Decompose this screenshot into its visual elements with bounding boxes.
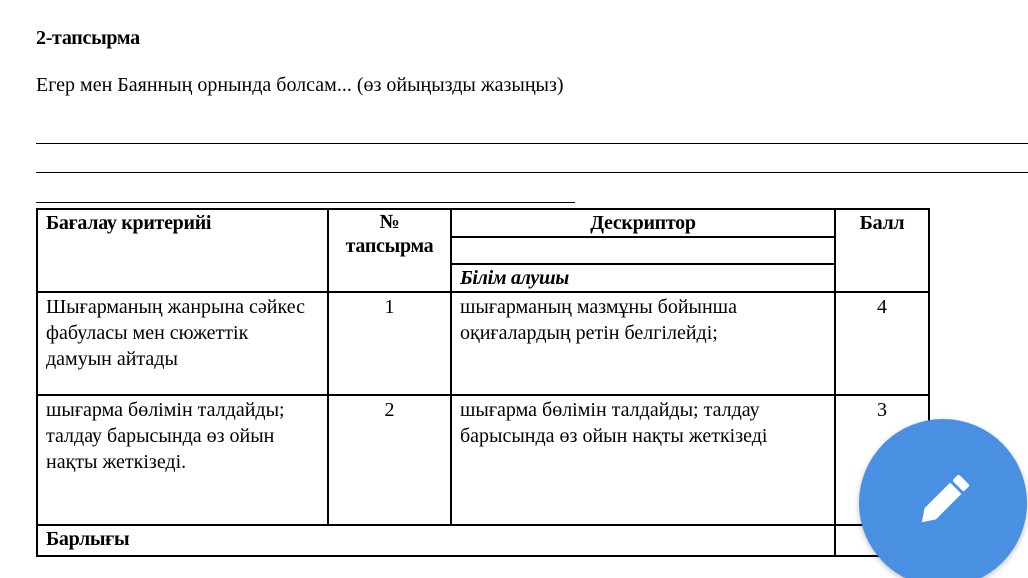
total-row: [37, 525, 929, 556]
answer-line: [36, 143, 1028, 144]
answer-line: [36, 172, 1028, 173]
table-row: [37, 395, 929, 525]
table-row: [37, 292, 929, 395]
header-learner: Білім алушы: [451, 264, 835, 292]
answer-line: [36, 202, 575, 203]
row-descriptor: шығарманың мазмұны бойынша оқиғалардың ретін белгілейді;: [451, 292, 835, 395]
header-criteria: Бағалау критерийі: [37, 209, 328, 292]
row-score: 4: [835, 292, 929, 395]
pencil-icon: [911, 469, 975, 533]
header-score: Балл: [835, 209, 929, 292]
edit-button[interactable]: [859, 419, 1027, 578]
total-label: Барлығы: [37, 525, 835, 556]
row-score: 3: [835, 395, 929, 525]
row-criteria: шығарма бөлімін талдайды; талдау барысында өз ойын нақты жеткізеді.: [37, 395, 328, 525]
header-task-number: № тапсырма: [328, 209, 451, 292]
row-descriptor: шығарма бөлімін талдайды; талдау барысында өз ойын нақты жеткізеді: [451, 395, 835, 525]
rubric-table: [36, 208, 930, 557]
row-criteria: Шығарманың жанрына сәйкес фабуласы мен сюжеттік дамуын айтады: [37, 292, 328, 395]
header-descriptor: Дескриптор: [451, 209, 835, 237]
rubric-header-row: [37, 209, 929, 237]
task-title: 2-тапсырма: [36, 27, 140, 49]
row-task-number: 1: [328, 292, 451, 395]
header-empty-cell: [451, 237, 835, 264]
task-prompt: Егер мен Баянның орнында болсам... (өз ойыңызды жазыңыз): [36, 74, 564, 96]
row-task-number: 2: [328, 395, 451, 525]
